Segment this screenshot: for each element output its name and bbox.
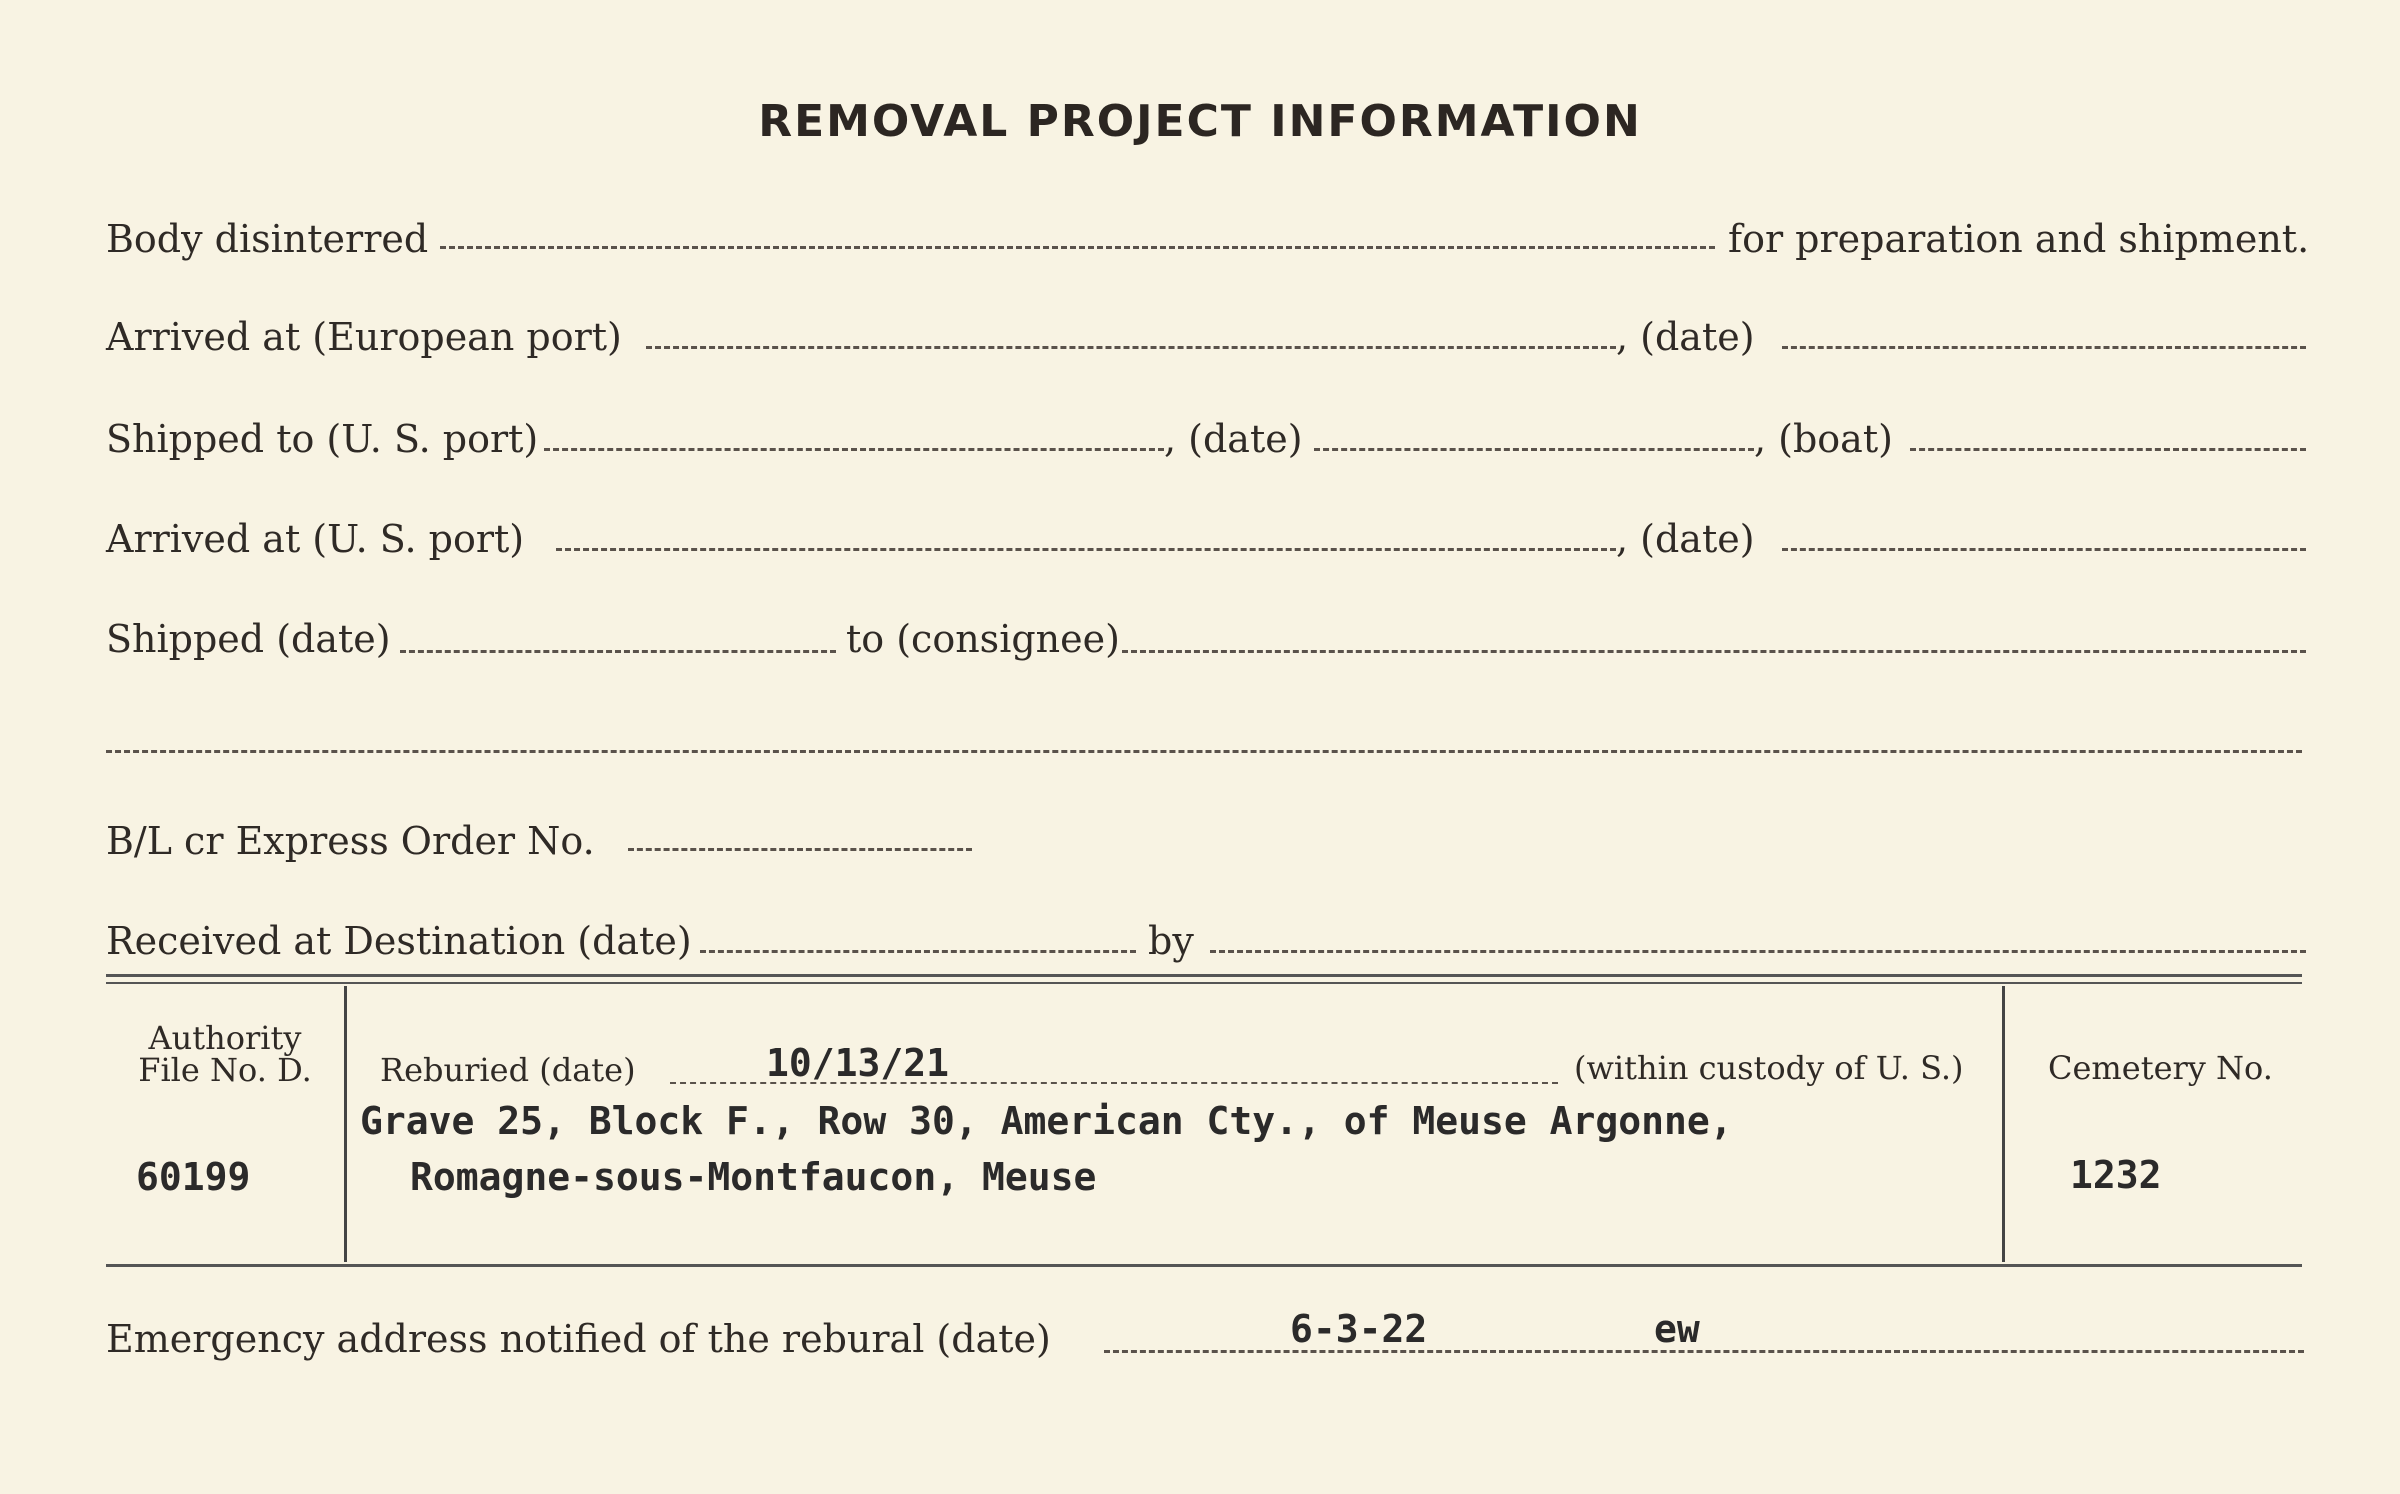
- received-destination-label: Received at Destination (date): [106, 919, 692, 963]
- grave-location-line-2: Romagne-sous-Montfaucon, Meuse: [410, 1155, 1097, 1199]
- custody-label: (within custody of U. S.): [1574, 1049, 1964, 1087]
- box-divider-left: [344, 986, 347, 1262]
- reburied-date: 10/13/21: [766, 1041, 950, 1085]
- shipped-to-label: Shipped to (U. S. port): [106, 417, 539, 461]
- grave-location-line-1: Grave 25, Block F., Row 30, American Cty., of Meuse Argonne,: [360, 1099, 1733, 1143]
- consignee-label: to (consignee): [846, 617, 1120, 661]
- arrived-european-field: [646, 346, 1616, 349]
- arrived-european-label: Arrived at (European port): [106, 315, 622, 359]
- by-field: [1210, 950, 2306, 953]
- boat-label: , (boat): [1754, 417, 1893, 461]
- date-label-2: , (date): [1164, 417, 1303, 461]
- box-top-rule-inner: [106, 982, 2302, 984]
- date-field-2: [1314, 448, 1754, 451]
- shipped-to-field: [544, 448, 1164, 451]
- date-label-3: , (date): [1616, 517, 1755, 561]
- emergency-label: Emergency address notified of the rebural (date): [106, 1317, 1051, 1361]
- body-disinterred-label: Body disinterred: [106, 217, 429, 261]
- shipped-date-field: [400, 650, 836, 653]
- reburied-label: Reburied (date): [380, 1051, 636, 1089]
- consignee-continuation-field: [106, 750, 2302, 753]
- date-field-3: [1782, 548, 2306, 551]
- date-label-1: , (date): [1616, 315, 1755, 359]
- authority-label: Authority: [148, 1019, 302, 1057]
- arrived-us-label: Arrived at (U. S. port): [106, 517, 525, 561]
- received-destination-field: [700, 950, 1136, 953]
- shipped-date-label: Shipped (date): [106, 617, 391, 661]
- consignee-field: [1122, 650, 2306, 653]
- authority-file-number: 60199: [136, 1155, 251, 1199]
- clerk-initials: ew: [1654, 1307, 1700, 1351]
- cemetery-number: 1232: [2070, 1153, 2162, 1197]
- arrived-us-field: [556, 548, 1616, 551]
- cemetery-label: Cemetery No.: [2048, 1049, 2273, 1087]
- bl-express-label: B/L cr Express Order No.: [106, 819, 595, 863]
- by-label: by: [1148, 919, 1194, 963]
- box-divider-right: [2002, 986, 2005, 1262]
- boat-field: [1910, 448, 2306, 451]
- date-field-1: [1782, 346, 2306, 349]
- card-title: REMOVAL PROJECT INFORMATION: [758, 96, 1642, 147]
- body-disinterred-field: [440, 246, 1715, 249]
- box-top-rule: [106, 974, 2302, 977]
- emergency-date-field: [1104, 1350, 2304, 1353]
- bl-express-field: [628, 848, 972, 851]
- file-no-label: File No. D.: [138, 1051, 312, 1089]
- box-bottom-rule: [106, 1264, 2302, 1267]
- for-preparation-label: for preparation and shipment.: [1728, 217, 2310, 261]
- emergency-date: 6-3-22: [1290, 1307, 1428, 1351]
